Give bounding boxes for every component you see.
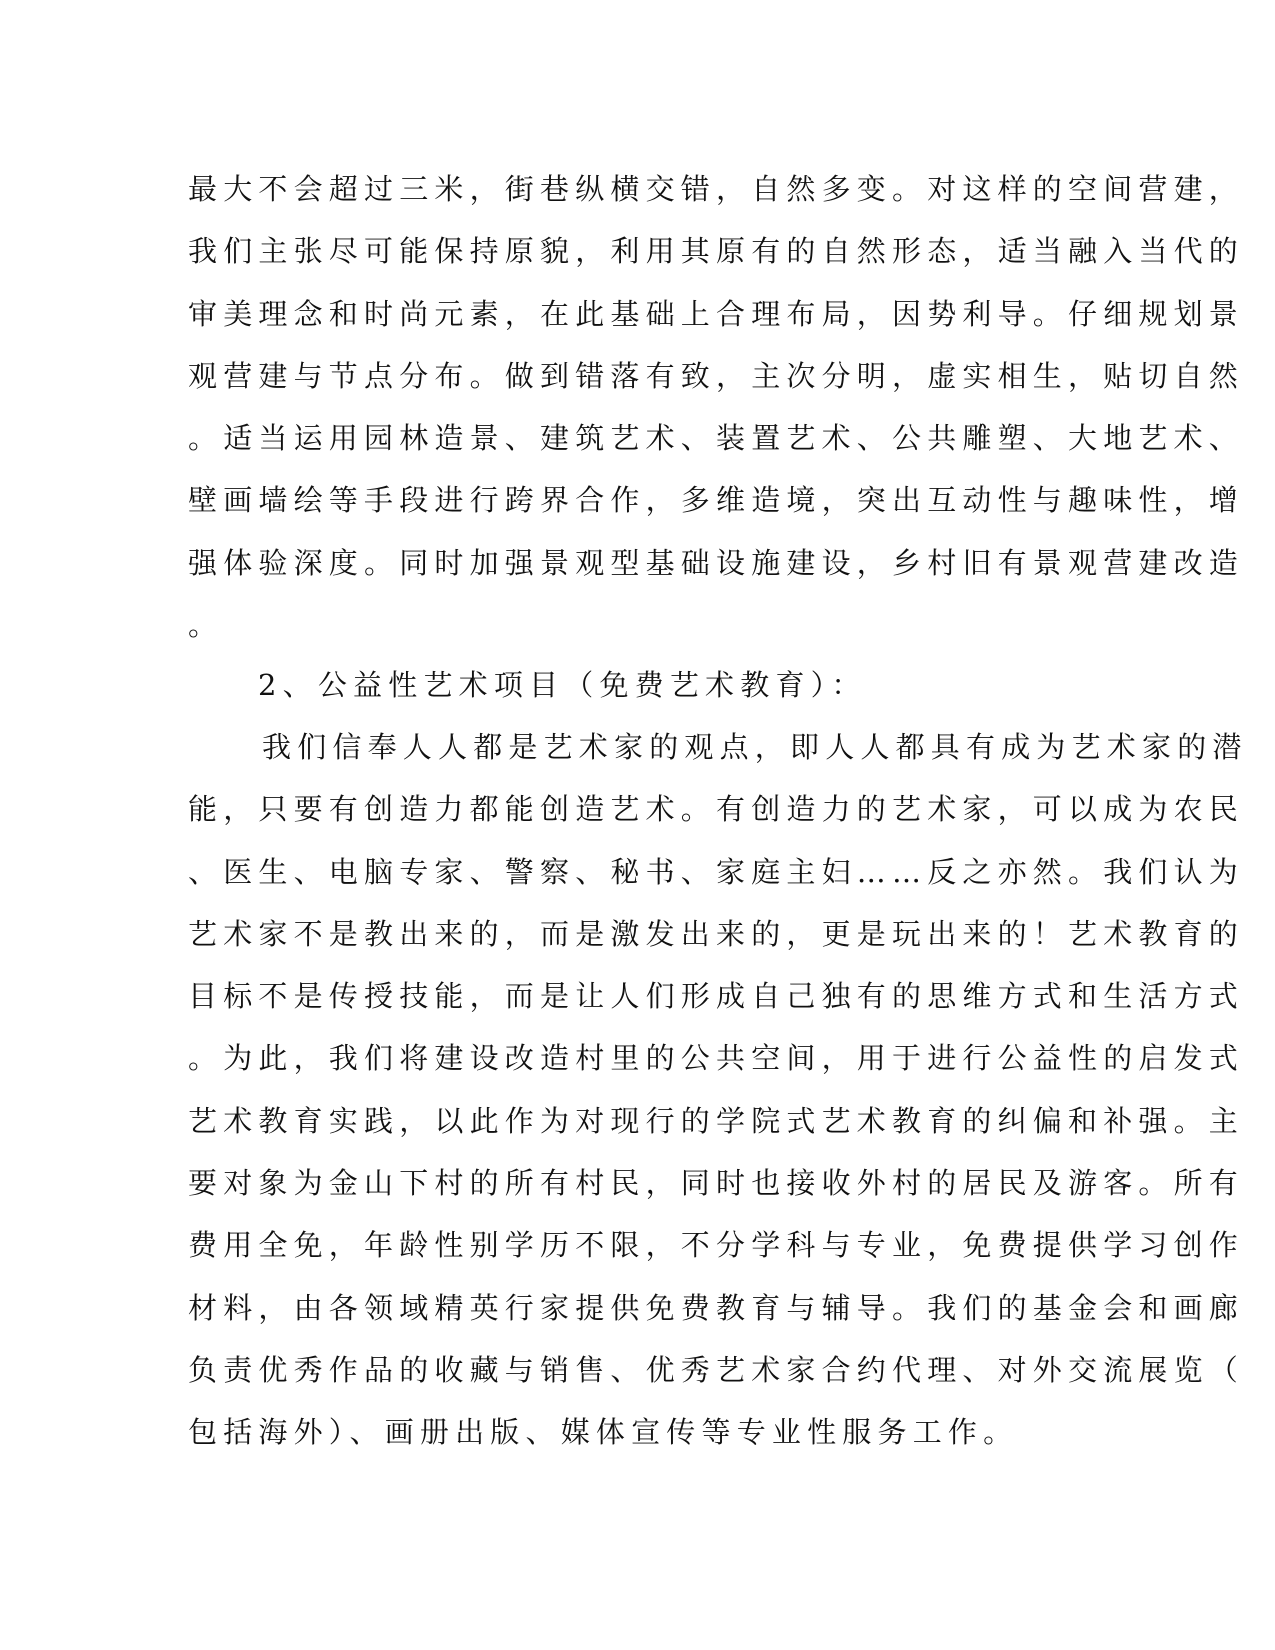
- paragraph-line: 强体验深度。同时加强景观型基础设施建设，乡村旧有景观营建改造: [188, 545, 1245, 580]
- paragraph-line: 观营建与节点分布。做到错落有致，主次分明，虚实相生，贴切自然: [188, 358, 1245, 393]
- paragraph-line: 包括海外）、画册出版、媒体宣传等专业性服务工作。: [188, 1415, 1019, 1450]
- paragraph-line: 艺术教育实践，以此作为对现行的学院式艺术教育的纠偏和补强。主: [188, 1103, 1245, 1138]
- paragraph-line: 我们信奉人人都是艺术家的观点，即人人都具有成为艺术家的潜: [262, 730, 1248, 764]
- section-heading: 2、公益性艺术项目（免费艺术教育）：: [258, 668, 867, 702]
- paragraph-line: 、医生、电脑专家、警察、秘书、家庭主妇……反之亦然。我们认为: [188, 854, 1245, 889]
- paragraph-line: 要对象为金山下村的所有村民，同时也接收外村的居民及游客。所有: [188, 1166, 1245, 1201]
- paragraph-line: 负责优秀作品的收藏与销售、优秀艺术家合约代理、对外交流展览（: [188, 1352, 1245, 1387]
- paragraph-line: 艺术家不是教出来的，而是激发出来的，更是玩出来的！艺术教育的: [188, 916, 1245, 951]
- paragraph-line: 费用全免，年龄性别学历不限，不分学科与专业，免费提供学习创作: [188, 1228, 1245, 1263]
- paragraph-line: 。为此，我们将建设改造村里的公共空间，用于进行公益性的启发式: [188, 1041, 1245, 1076]
- paragraph-line: 我们主张尽可能保持原貌，利用其原有的自然形态，适当融入当代的: [188, 234, 1245, 269]
- section-paragraph: [188, 716, 1248, 1464]
- paragraph-line: 审美理念和时尚元素，在此基础上合理布局，因势利导。仔细规划景: [188, 296, 1245, 331]
- paragraph-line: 目标不是传授技能，而是让人们形成自己独有的思维方式和生活方式: [188, 979, 1245, 1014]
- section-heading-block: [188, 654, 1088, 716]
- paragraph-line: 能，只要有创造力都能创造艺术。有创造力的艺术家，可以成为农民: [188, 792, 1245, 827]
- paragraph-line: 最大不会超过三米，街巷纵横交错，自然多变。对这样的空间营建，: [188, 172, 1245, 206]
- paragraph-line: 材料，由各领域精英行家提供免费教育与辅导。我们的基金会和画廊: [188, 1290, 1245, 1325]
- continuation-paragraph: [188, 158, 1245, 656]
- paragraph-line: 。适当运用园林造景、建筑艺术、装置艺术、公共雕塑、大地艺术、: [188, 421, 1245, 456]
- paragraph-line: 。: [188, 608, 224, 643]
- paragraph-line: 壁画墙绘等手段进行跨界合作，多维造境，突出互动性与趣味性，增: [188, 483, 1245, 518]
